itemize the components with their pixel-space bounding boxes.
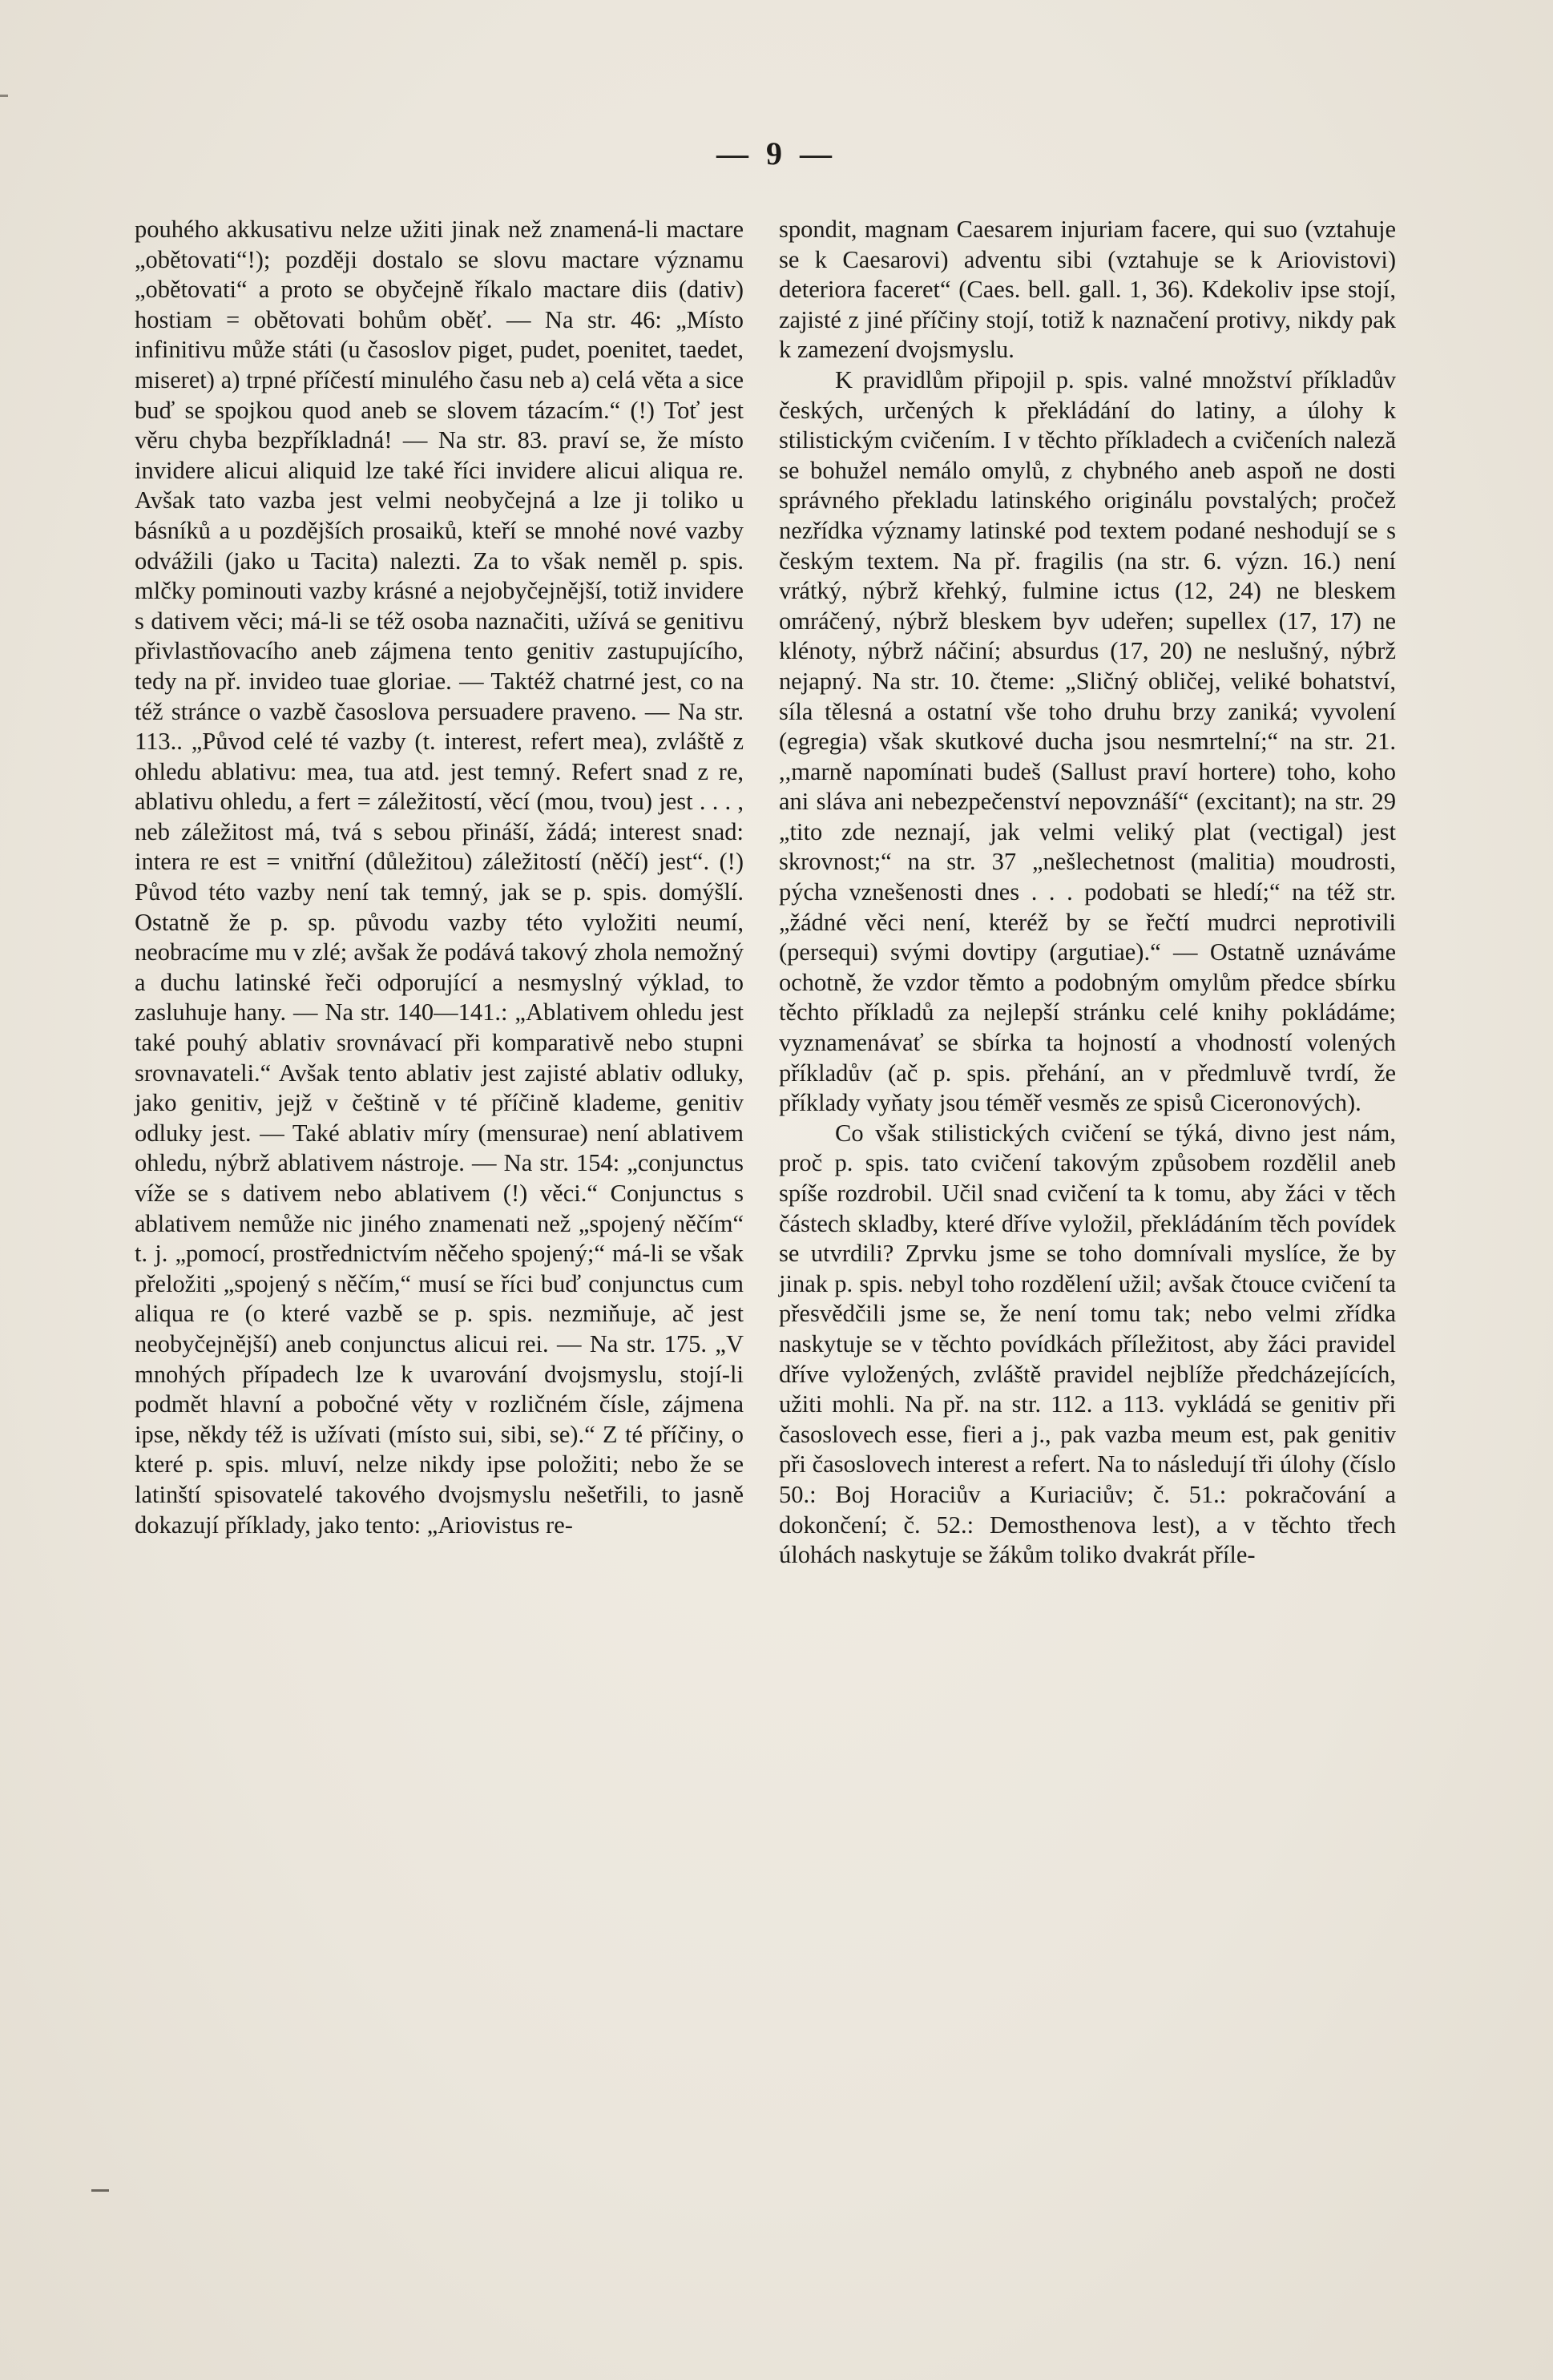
margin-dash-mark — [91, 2189, 109, 2192]
right-column — [779, 215, 1396, 1571]
page-number: — 9 — — [716, 135, 837, 171]
left-column — [135, 215, 744, 1540]
right-paragraph-3: Co však stilistických cvičení se týká, divno jest nám, proč p. spis. tato cvičení takovým způsobem rozdělil aneb spíše rozdrobil. Učil snad cvičení ta k tomu, aby žáci v těch částech skladby, které dříve vyložil, překládáním těch povídek se utvrdili? Zprvku jsme se toho domnívali myslíce, že by jinak p. spis. nebyl toho rozdělení užil; avšak čtouce cvičení ta přesvědčili jsme se, že není tomu tak; nebo velmi zřídka naskytuje se v těchto povídkách příležitost, aby žáci pravidel dříve vyložených, zvláště pravidel nejblíže předcházejících, užiti mohli. Na př. na str. 112. a 113. vykládá se genitiv při časoslovech esse, fieri a j., pak vazba meum est, pak genitiv při časoslovech interest a refert. Na to následují tři úlohy (číslo 50.: Boj Horaciův a Kuriaciův; č. 51.: pokračování a dokončení; č. 52.: Demosthenova lest), a v těchto třech úlohách naskytuje se žákům toliko dvakrát příle- — [779, 1119, 1396, 1569]
scan-edge-mark — [0, 95, 8, 97]
right-paragraph-2: K pravidlům připojil p. spis. valné množství příkladův českých, určených k překládání do latiny, a úlohy k stilistickým cvičením. I v těchto příkladech a cvičeních naleză se bohužel nemálo omylů, z chybného aneb aspoň ne dosti správného překladu latinského originálu povstalých; pročež nezřídka významy latinské pod textem podané neshodují se s českým textem. Na př. fragilis (na str. 6. význ. 16.) není vrátký, nýbrž křehký, fulmine ictus (12, 24) ne bleskem omráčený, nýbrž bleskem byv udeřen; supellex (17, 17) ne klénoty, nýbrž náčiní; absurdus (17, 20) ne neslušný, nýbrž nejapný. Na str. 10. čteme: „Sličný obličej, veliké bohatství, síla tělesná a ostatní vše toho druhu brzy zaniká; vyvolení (egregia) však skutkové ducha jsou nesmrtelní;“ na str. 21. ,,marně napomínati budeš (Sallust praví hortere) toho, koho ani sláva ani nebezpečenství nepovznáší“ (excitant); na str. 29 „tito zde neznají, jak velmi veliký plat (vectigal) jest skrovnost;“ na str. 37 „nešlechetnost (malitia) moudrosti, pýcha vznešenosti dnes . . . podobati se hledí;“ na též str. „žádné věci není, kteréž by se řečtí mudrci neprotivili (persequi) svými dovtipy (argutiae).“ — Ostatně uznáváme ochotně, že vzdor těmto a podobným omylům předce sbírku těchto příkladů za nejlepší stránku celé knihy pokládáme; vyznamenávať se sbírka ta hojností a vhodností volených příkladův (ač p. spis. přehání, an v předmluvě tvrdí, že příklady vyňaty jsou téměř vesměs ze spisů Ciceronových). — [779, 365, 1396, 1117]
right-paragraph-1: spondit, magnam Caesarem injuriam facere, qui suo (vztahuje se k Caesarovi) adventu sibi (vztahuje se k Ariovistovi) deteriora faceret“ (Caes. bell. gall. 1, 36). Kdekoliv ipse stojí, zajisté z jiné příčiny stojí, totiž k naznačení protivy, nikdy pak k zamezení dvojsmyslu. — [779, 216, 1396, 364]
left-paragraph-1: pouhého akkusativu nelze užiti jinak než znamená-li mactare „obětovati“!); později dostalo se slovu mactare významu „obětovati“ a proto se obyčejně říkalo mactare diis (dativ) hostiam = obětovati bohům oběť. — Na str. 46: „Místo infinitivu může státi (u časoslov piget, pudet, poenitet, taedet, miseret) a) trpné příčestí minulého času neb a) celá věta a sice buď se spojkou quod aneb se slovem tázacím.“ (!) Toť jest věru chyba bezpříkladná! — Na str. 83. praví se, že místo invidere alicui aliquid lze také říci invidere alicui aliqua re. Avšak tato vazba jest velmi neobyčejná a lze ji toliko u básníků a u pozdějších prosaiků, kteří se mnohé nové vazby odvážili (jako u Tacita) nalezti. Za to však neměl p. spis. mlčky pominouti vazby krásné a nejobyčejnější, totiž invidere s dativem věci; má-li se též osoba naznačiti, užívá se genitivu přivlastňovacího aneb zájmena tento genitiv zastupujícího, tedy na př. invideo tuae gloriae. — Taktéž chatrné jest, co na též stránce o vazbě časoslova persuadere praveno. — Na str. 113.. „Původ celé té vazby (t. interest, refert mea), zvláště z ohledu ablativu: mea, tua atd. jest temný. Refert snad z re, ablativu ohledu, a fert = záležitostí, věcí (mou, tvou) jest . . . , neb záležitost má, tvá s sebou přináší, žádá; interest snad: intera re est = vnitřní (důležitou) záležitostí (něčí) jest“. (!) Původ této vazby není tak temný, jak se p. spis. domýšlí. Ostatně že p. sp. původu vazby této vyložiti neumí, neobracíme mu v zlé; avšak že podává takový zhola nemožný a duchu latinské řeči odporující a nesmyslný výklad, to zasluhuje hany. — Na str. 140—141.: „Ablativem ohledu jest také pouhý ablativ srovnávací při komparativě nebo stupni srovnavateli.“ Avšak tento ablativ jest zajisté ablativ odluky, jako genitiv, jejž v češtině v té příčině klademe, genitiv odluky jest. — Také ablativ míry (mensurae) není ablativem ohledu, nýbrž ablativem nástroje. — Na str. 154: „conjunctus víže se s dativem nebo ablativem (!) věci.“ Conjunctus s ablativem nemůže nic jiného znamenati než „spojený něčím“ t. j. „pomocí, prostřednictvím něčeho spojený;“ má-li se však přeložiti „spojený s něčím,“ musí se říci buď conjunctus cum aliqua re (o které vazbě se p. spis. nezmiňuje, ač jest neobyčejnější) aneb conjunctus alicui rei. — Na str. 175. „V mnohých případech lze k uvarování dvojsmyslu, stojí-li podmět hlavní a pobočné věty v rozličném čísle, zájmena ipse, někdy též is užívati (místo sui, sibi, se).“ Z té příčiny, o které p. spis. mluví, nelze nikdy ipse položiti; nebo že se latinští spisovatelé takového dvojsmyslu nešetřili, to jasně dokazují příklady, jako tento: „Ariovistus re- — [135, 216, 744, 1539]
